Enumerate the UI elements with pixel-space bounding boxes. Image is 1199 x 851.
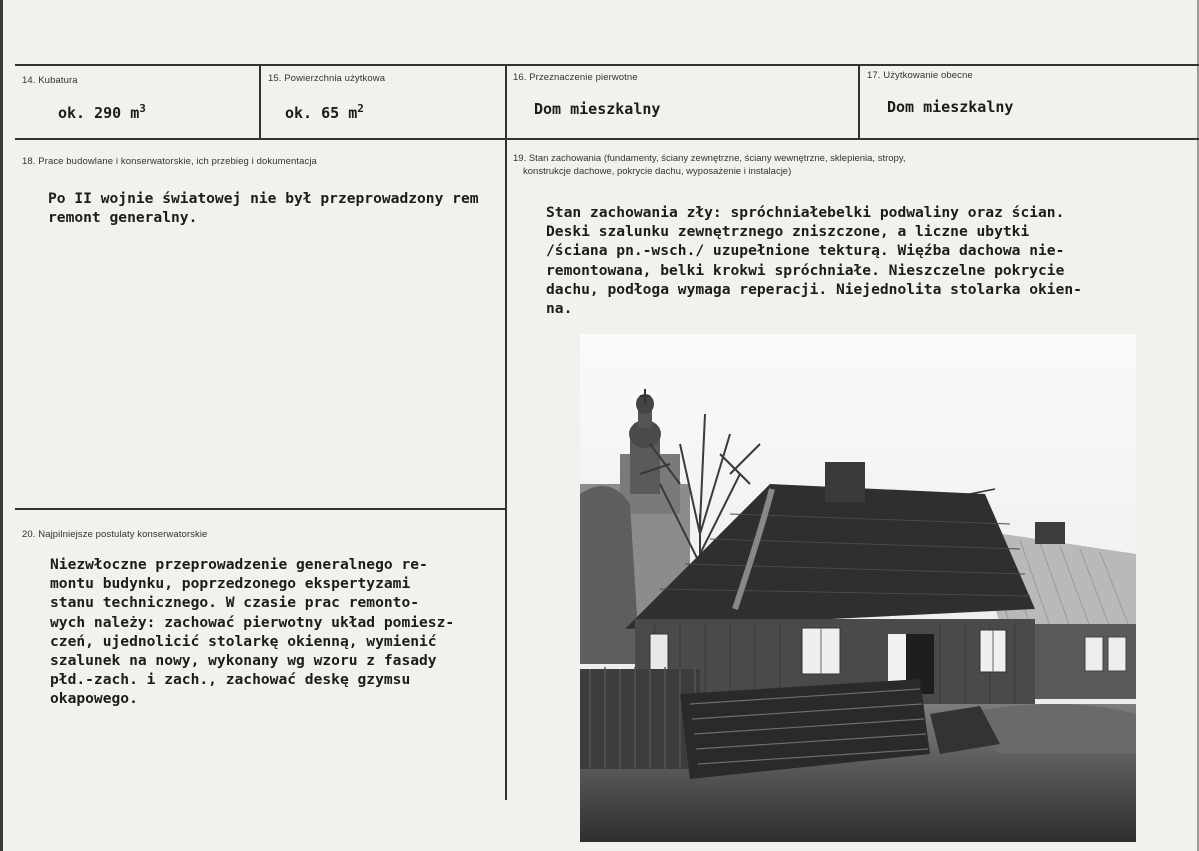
prace-line: Po II wojnie światowej nie był przeprowadzony rem (48, 190, 479, 207)
przeznaczenie-value: Dom mieszkalny (534, 100, 661, 118)
powierzchnia-unit-sup: 2 (357, 102, 364, 115)
kubatura-label: 14. Kubatura (22, 75, 78, 86)
section-rule (15, 508, 505, 510)
postulaty-line: stanu technicznego. W czasie prac remonto- (50, 594, 420, 612)
card-left-edge (0, 0, 3, 851)
postulaty-line: montu budynku, poprzedzonego ekspertyzami (50, 575, 411, 593)
powierzchnia-value (285, 104, 364, 122)
postulaty-line: wych należy: zachować pierwotny układ pomiesz- (50, 613, 455, 631)
stan-label-line: 19. Stan zachowania (fundamenty, ściany zewnętrzne, ściany wewnętrzne, sklepienia, stropy, (513, 153, 906, 164)
kubatura-value-text: ok. 290 m (58, 104, 140, 122)
postulaty-line: czeń, ujednolicić stolarkę okienną, wymienić (50, 632, 437, 650)
stan-line: Deski szalunku zewnętrznego zniszczone, a liczne ubytki (546, 223, 1030, 241)
stan-text (546, 203, 1082, 318)
postulaty-line: Niezwłoczne przeprowadzenie generalnego re- (50, 556, 428, 573)
postulaty-text (50, 555, 454, 709)
top-rule (15, 64, 1199, 66)
prace-line: remont generalny. (48, 209, 198, 227)
postulaty-label: 20. Najpilniejsze postulaty konserwatorskie (22, 529, 208, 540)
stan-line: na. (546, 300, 573, 318)
prace-label: 18. Prace budowlane i konserwatorskie, ich przebieg i dokumentacja (22, 156, 317, 167)
uzytkowanie-label: 17. Użytkowanie obecne (867, 70, 973, 81)
house-photo (580, 334, 1136, 842)
col-divider-3 (858, 64, 860, 140)
prace-text (48, 189, 479, 227)
stan-line: /ściana pn.-wsch./ uzupełnione tekturą. Więźba dachowa nie- (546, 242, 1065, 260)
stan-label (513, 152, 906, 178)
kubatura-unit-sup: 3 (139, 102, 146, 115)
stan-line: remontowana, belki krokwi spróchniałe. Nieszczelne pokrycie (546, 261, 1065, 279)
stan-line: dachu, podłoga wymaga reperacji. Niejednolita stolarka okien- (546, 280, 1082, 298)
powierzchnia-label: 15. Powierzchnia użytkowa (268, 73, 386, 84)
stan-label-line: konstrukcje dachowe, pokrycie dachu, wyposażenie i instalacje) (523, 166, 792, 177)
stan-line: Stan zachowania zły: spróchniałebelki podwaliny oraz ścian. (546, 204, 1065, 221)
postulaty-line: płd.-zach. i zach., zachować deskę gzymsu (50, 671, 411, 689)
uzytkowanie-value: Dom mieszkalny (887, 98, 1014, 116)
powierzchnia-value-text: ok. 65 m (285, 104, 358, 122)
kubatura-value (58, 104, 146, 122)
row-rule (15, 138, 1199, 140)
col-divider-2 (505, 64, 507, 800)
col-divider-1 (259, 64, 261, 140)
postulaty-line: okapowego. (50, 690, 138, 708)
przeznaczenie-label: 16. Przeznaczenie pierwotne (513, 72, 638, 83)
house-photo-drawing (580, 334, 1136, 842)
postulaty-line: szalunek na nowy, wykonany wg wzoru z fasady (50, 652, 437, 670)
